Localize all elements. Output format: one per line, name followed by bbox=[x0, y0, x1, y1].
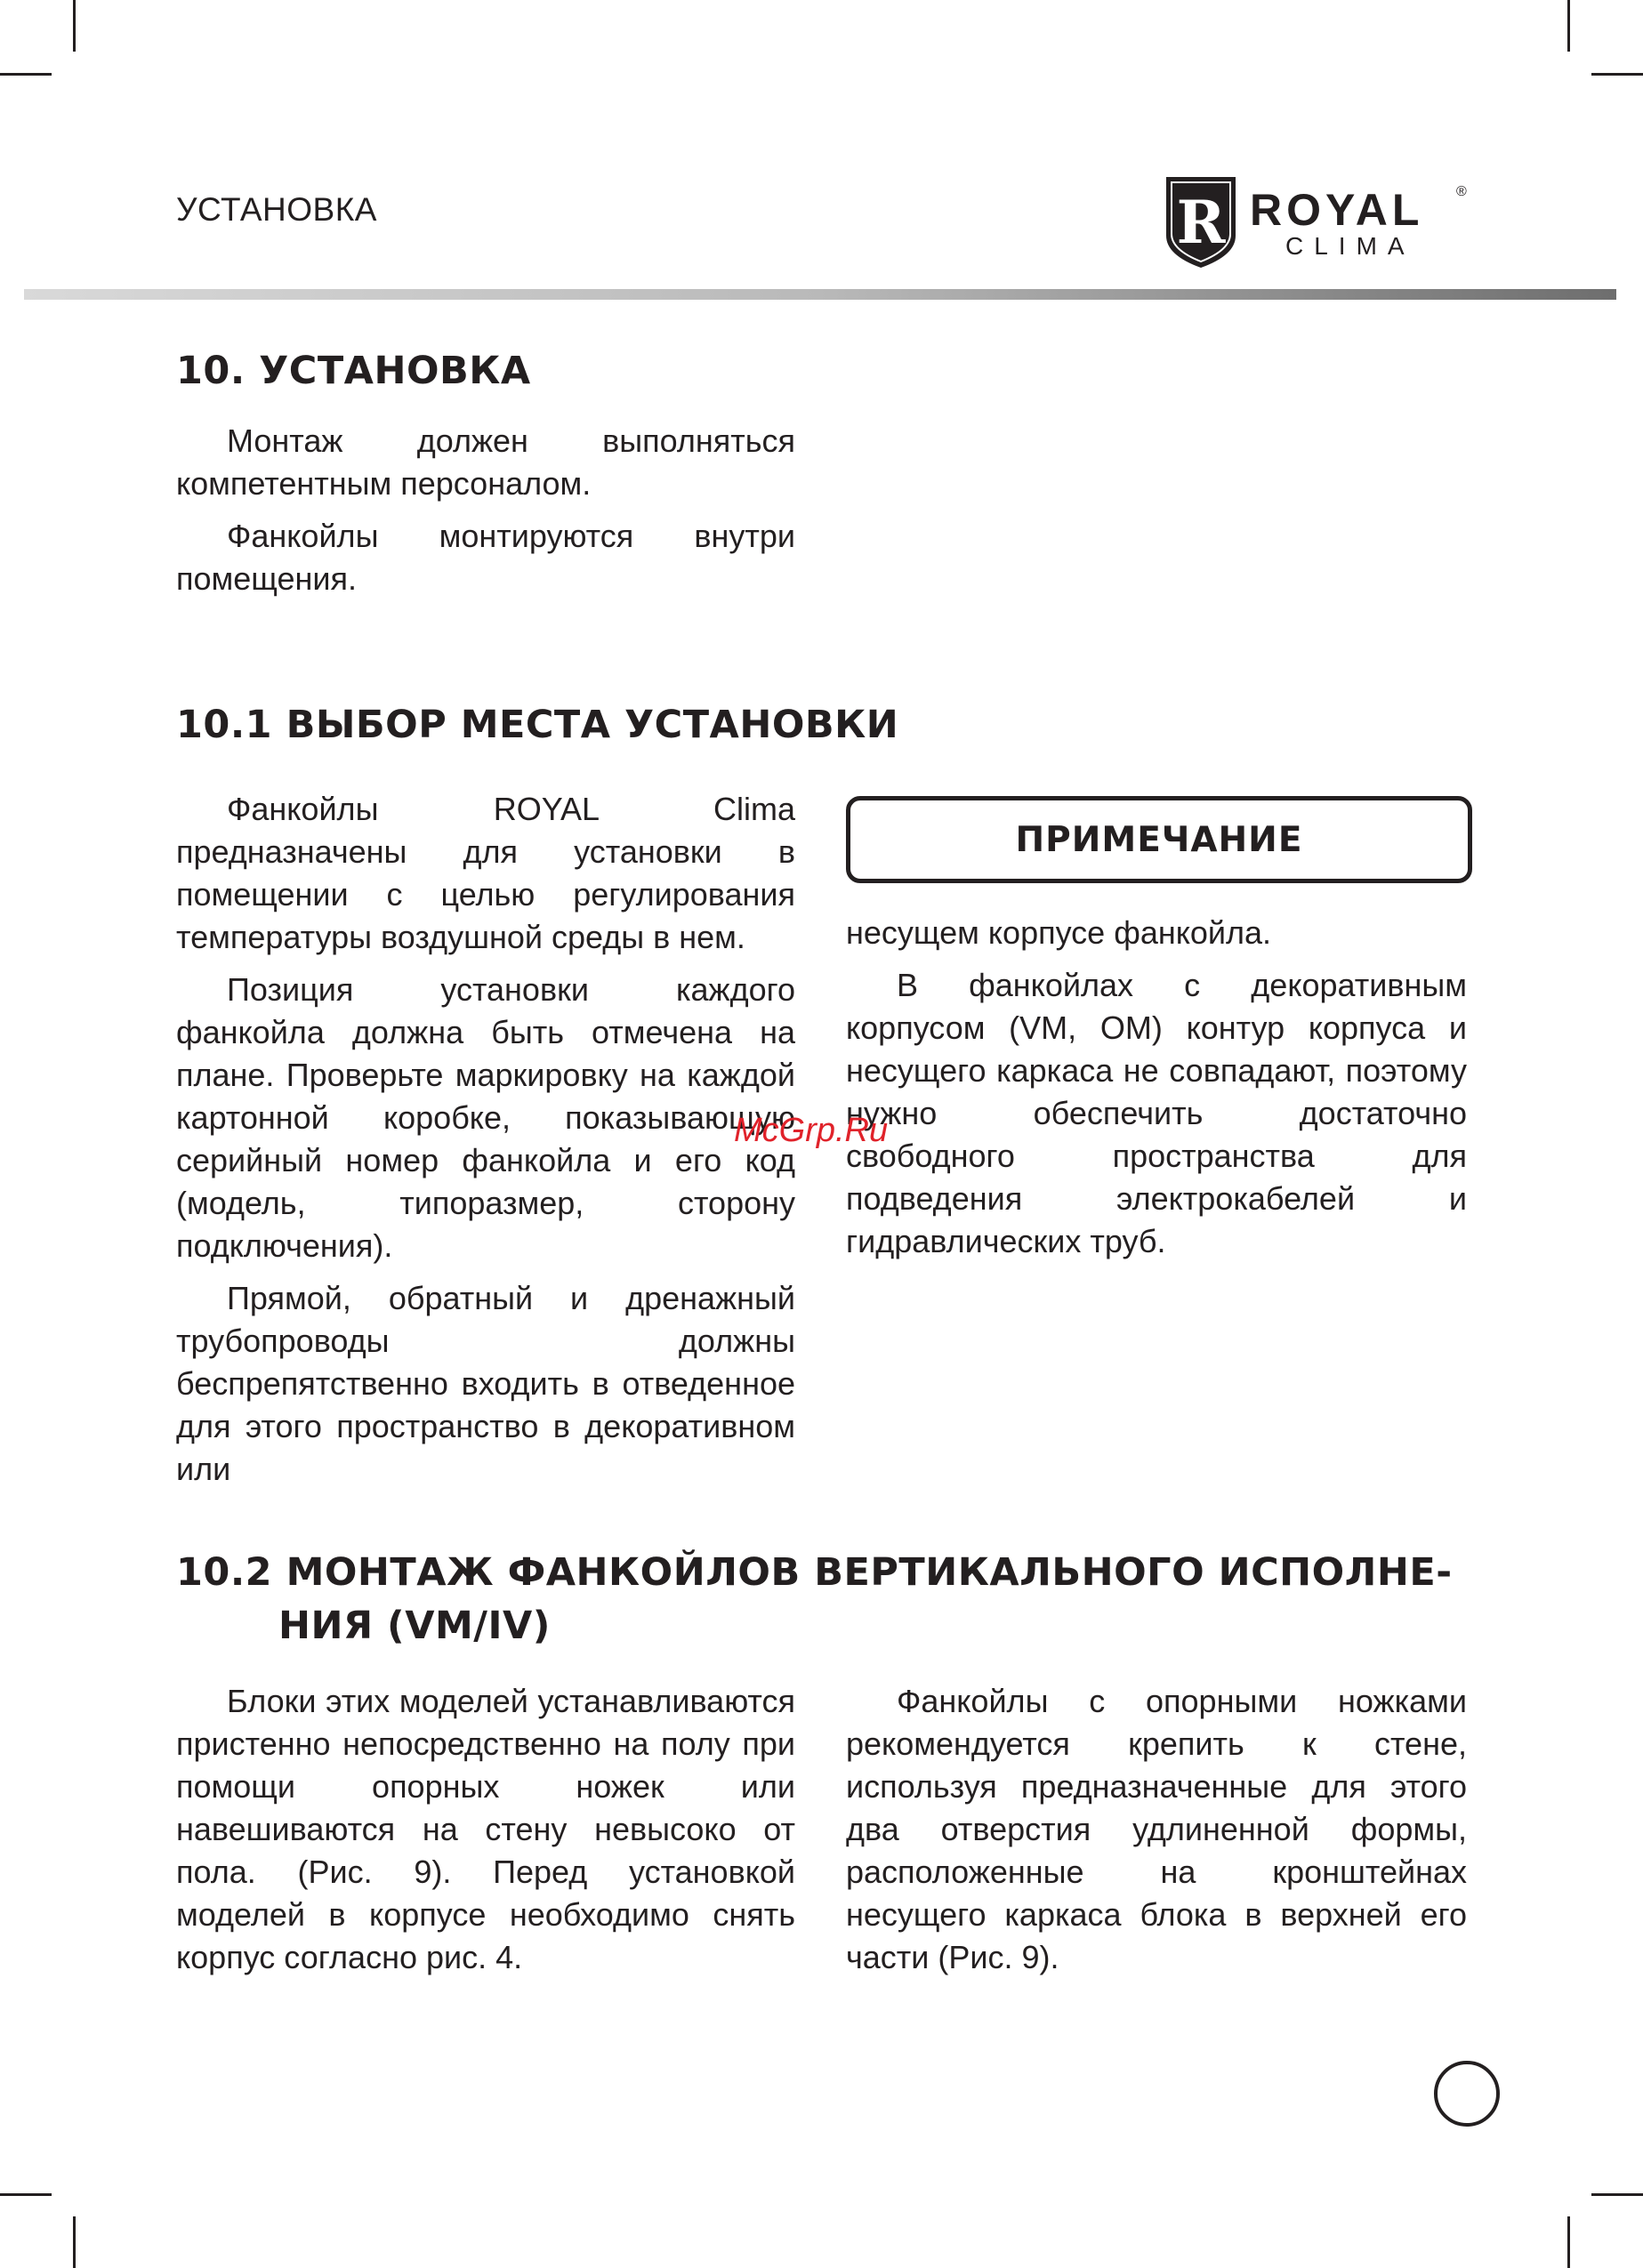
section-10-1-heading: 10.1 ВЫБОР МЕСТА УСТАНОВКИ bbox=[176, 703, 899, 747]
royal-clima-logo bbox=[1161, 173, 1468, 271]
section-10-2-heading-line2: НИЯ (VM/IV) bbox=[278, 1604, 551, 1648]
section-10-heading: 10. УСТАНОВКА bbox=[176, 349, 531, 393]
crop-mark bbox=[1567, 0, 1570, 52]
page-number-circle bbox=[1434, 2061, 1500, 2127]
crop-mark bbox=[0, 2193, 52, 2196]
paragraph: Монтаж должен выполняться компетентным персоналом. bbox=[176, 422, 795, 502]
logo-shield-icon bbox=[1161, 173, 1241, 269]
paragraph: Фанкойлы с опорными ножками рекомендуется крепить к стене, используя предназначенные для этого два отверстия удлиненной формы, расположенные на кронштейнах несущего каркаса блока в верхней его части (Рис. 9). bbox=[846, 1683, 1467, 1975]
section-10-2-right-column bbox=[846, 1680, 1467, 1989]
crop-mark bbox=[73, 2216, 76, 2268]
header-rule bbox=[24, 289, 1616, 300]
note-title: ПРИМЕЧАНИЕ bbox=[1015, 819, 1303, 860]
section-10-1-right-column bbox=[846, 912, 1467, 1273]
paragraph: Позиция установки каждого фанкойла должна быть отмечена на плане. Проверьте маркировку на каждой картонной коробке, показывающую серийный номер фанкойла и его код (модель, типоразмер, сторону подключения). bbox=[176, 971, 795, 1264]
crop-mark bbox=[1567, 2216, 1570, 2268]
crop-mark bbox=[73, 0, 76, 52]
paragraph: В фанкойлах с декоративным корпусом (VM, OM) контур корпуса и несущего каркаса не совпадают, поэтому нужно обеспечить достаточно свободного пространства для подведения электрокабелей и гидравлических труб. bbox=[846, 967, 1467, 1259]
running-head-title: УСТАНОВКА bbox=[176, 191, 377, 228]
paragraph: Фанкойлы ROYAL Clima предназначены для установки в помещении с целью регулирования температуры воздушной среды в нем. bbox=[176, 791, 795, 955]
svg-text:R: R bbox=[1176, 188, 1226, 257]
logo-word: ROYAL bbox=[1250, 185, 1424, 235]
crop-mark bbox=[1591, 2193, 1643, 2196]
paragraph: Прямой, обратный и дренажный трубопроводы должны беспрепятственно входить в отведенное для этого пространство в декоративном или bbox=[176, 1280, 795, 1487]
logo-subtitle: CLIMA bbox=[1285, 232, 1415, 260]
section-10-1-left-column bbox=[176, 788, 795, 1500]
section-10-2-left-column bbox=[176, 1680, 795, 1989]
paragraph: несущем корпусе фанкойла. bbox=[846, 914, 1272, 951]
paragraph: Блоки этих моделей устанавливаются пристенно непосредственно на полу при помощи опорных ножек или навешиваются на стену невысоко от пола. (Рис. 9). Перед установкой моделей в корпусе необходимо снять корпус согласно рис. 4. bbox=[176, 1683, 795, 1975]
section-10-2-heading-line1: 10.2 МОНТАЖ ФАНКОЙЛОВ ВЕРТИКАЛЬНОГО ИСПОЛНЕ- bbox=[176, 1550, 1453, 1595]
note-box bbox=[846, 796, 1472, 883]
watermark-text: McGrp.Ru bbox=[734, 1112, 889, 1149]
crop-mark bbox=[0, 73, 52, 76]
logo-registered-mark: ® bbox=[1456, 184, 1467, 199]
crop-mark bbox=[1591, 73, 1643, 76]
paragraph: Фанкойлы монтируются внутри помещения. bbox=[176, 518, 795, 597]
section-10-text bbox=[176, 420, 795, 610]
section-10-2-heading bbox=[176, 1546, 1453, 1653]
